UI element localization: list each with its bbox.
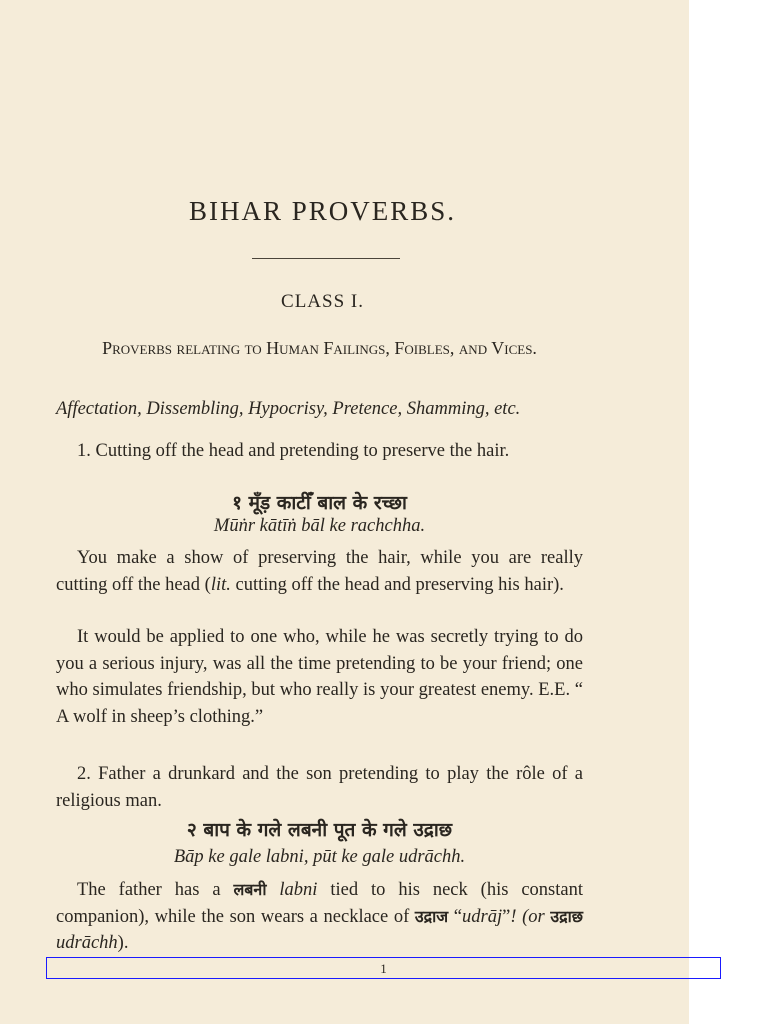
transliterated-word: udrāj	[462, 906, 503, 927]
devanagari-word: उद्राछ	[550, 906, 583, 926]
proverb-2-explanation: The father has a लबनी labni tied to his neck (his constant companion), while the son wears a necklace of उद्राज “udrāj”! (or उद्राछ udrāchh).	[56, 880, 583, 953]
proverb-2-english: 2. Father a drunkard and the son pretending to play the rôle of a religious man.	[56, 764, 583, 811]
proverb-1-application: It would be applied to one who, while he was secretly trying to do you a serious injury, was all the time pretending to be your friend; one who simulates friendship, but who really is your greatest enemy. E.E. “ A wolf in sheep’s clothing.”	[56, 627, 583, 727]
lit-abbrev: lit.	[210, 574, 231, 595]
explanation-text: ! (or	[510, 906, 551, 927]
proverb-1-english: 1. Cutting off the head and pretending to preserve the hair.	[77, 441, 510, 461]
class-heading: CLASS I.	[281, 291, 364, 312]
title-divider	[252, 258, 400, 259]
section-heading: Proverbs relating to Human Failings, Foibles, and Vices.	[102, 338, 537, 358]
proverb-2-transliteration: Bāp ke gale labni, pūt ke gale udrāchh.	[173, 847, 466, 867]
devanagari-word: उद्राज	[414, 906, 449, 926]
proverb-1-explanation	[56, 545, 583, 598]
transliterated-word: udrāchh	[56, 933, 118, 953]
explanation-text: cutting off the head and preserving his hair).	[230, 574, 564, 595]
devanagari-word: लबनी	[233, 880, 267, 899]
explanation-text: The father has a	[77, 880, 234, 900]
footer-highlight-box	[46, 957, 721, 979]
page-number: 1	[380, 961, 387, 976]
proverb-1-transliteration: Mūṅr kātīṅ bāl ke rachchha.	[213, 516, 426, 536]
explanation-text: tied to his neck (his constant companion), while the son wears a necklace of	[56, 880, 583, 927]
section-subheading: Affectation, Dissembling, Hypocrisy, Pretence, Shamming, etc.	[56, 399, 521, 419]
explanation-text: You make a show of preserving the hair, while you are really cutting off the head (	[56, 548, 583, 595]
page-title: BIHAR PROVERBS.	[188, 196, 457, 226]
proverb-1-devanagari: १ मूँड़ काटीँ बाल के रच्छा	[232, 492, 407, 514]
explanation-text: ).	[117, 933, 129, 953]
proverb-2-devanagari: २ बाप के गले लबनी पूत के गले उद्राछ	[186, 819, 453, 841]
transliterated-word: labni	[279, 880, 318, 900]
